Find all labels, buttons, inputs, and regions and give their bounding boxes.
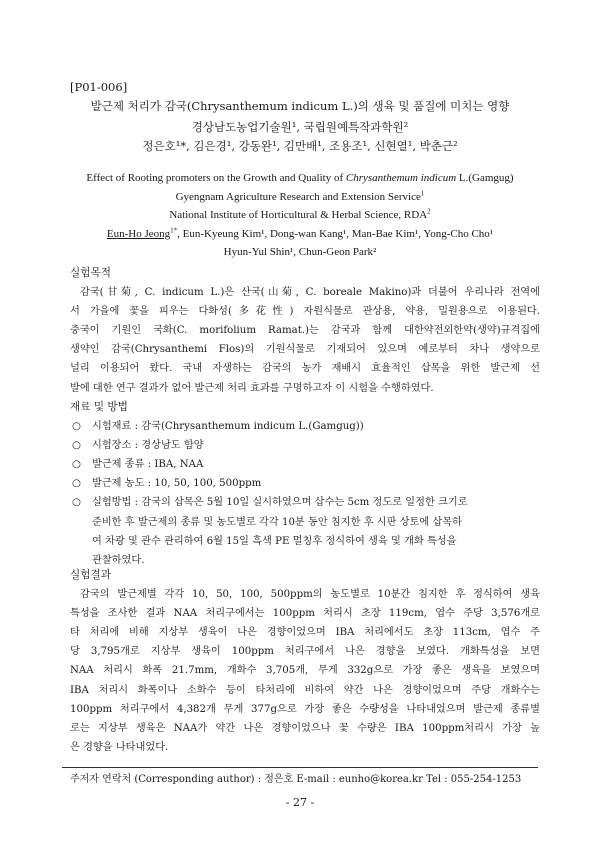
bullet-icon: ○ [72,440,81,452]
methods-item-text: 시험재료 : 감국(Chrysanthemum indicum L.(Gamgug)) [92,421,364,433]
results-line: NAA 처리시 화폭 21.7mm, 개화수 3,705개, 무게 332g으로 가장 좋은 생육을 보였으며 [70,665,540,677]
affiliation-2-text: National Institute of Horticultural & Herbal Science, RDA [169,209,428,222]
methods-item-procedure [70,493,540,569]
results-line: IBA 처리시 화폭이나 소화수 등이 타처리에 비하여 약간 나은 경향이었으며 주당 개화수는 [70,684,540,696]
objective-line: 널리 이용되어 왔다. 국내 자생하는 감국의 농가 재배시 효율적인 삽목을 위한 발근제 선 [70,363,540,375]
procedure-line: 실험방법 : 감국의 삽목은 5월 10일 실시하였으며 삽수는 5cm 정도로 일정한 크기로 [92,497,468,509]
english-authors-line-1 [60,225,540,244]
korean-title: 발근제 처리가 감국(Chrysanthemum indicum L.)의 생육 및 품질에 미치는 영향 [90,99,510,113]
bullet-icon: ○ [72,497,81,509]
affiliation-1-text: Gyengnam Agriculture Research and Extension Service [175,190,421,203]
korean-authors: 정은호¹*, 김은경¹, 강동완¹, 김만배¹, 조용조¹, 신현열¹, 박춘근² [142,139,458,153]
results-line: 100ppm 처리구에서 4,382개 무게 377g으로 가장 좋은 수량성을 나타내었으며 발근제 종류별 [70,703,540,715]
english-title-suffix: L.(Gamgug) [456,172,514,184]
english-title [60,169,540,188]
page-number: - 27 - [285,796,315,809]
authors-line-1-rest: , Eun-Kyeung Kim¹, Dong-wan Kang¹, Man-Bae Kim¹, Yong-Cho Cho¹ [177,227,494,240]
methods-item-text: 발근제 종류 : IBA, NAA [92,459,204,471]
methods-item-text: 발근제 농도 : 10, 50, 100, 500ppm [92,478,262,490]
english-affiliation-1 [60,188,540,207]
methods-item [70,455,540,474]
english-affiliation-2 [60,206,540,225]
objective-line: 서 가을에 꽃을 피우는 다화성(多花性) 자원식물로 관상용, 약용, 밀원용으로 이용된다. [70,306,540,318]
methods-item [70,436,540,455]
results-line: 특성을 조사한 결과 NAA 처리구에서는 100ppm 처리시 초장 119cm, 엽수 주당 3,576개로 [70,608,540,620]
objective-paragraph [70,283,540,398]
abstract-code: [P01-006] [70,80,128,94]
korean-affiliations: 경상남도농업기술원¹, 국립원예특작과학원² [191,120,409,134]
footer-divider [62,767,538,768]
objective-heading: 실험목적 [70,267,111,279]
procedure-line: 관찰하였다. [92,554,145,566]
english-title-text: Effect of Rooting promoters on the Growth and Quality of [86,172,346,184]
bullet-icon: ○ [72,459,81,471]
bullet-icon: ○ [72,421,81,433]
affiliation-1-sup: 1 [420,188,425,197]
objective-line: 감국(甘菊, C. indicum L.)은 산국(山菊, C. boreale Makino)과 더불어 우리나라 전역에 [80,287,540,299]
results-line: 은 경향을 나타내었다. [70,741,169,753]
results-line: 감국의 발근제별 각각 10, 50, 100, 500ppm의 농도별로 10분간 침지한 후 정식하여 생육 [80,589,540,601]
corresponding-author-footer: 주저자 연락처 (Corresponding author) : 정은호 E-mail : eunho@korea.kr Tel : 055-254-1253 [70,774,522,785]
objective-section [70,264,540,398]
methods-item-text: 시험장소 : 경상남도 함양 [92,440,204,452]
procedure-line: 여 차광 및 관수 관리하여 6월 15일 흑색 PE 멀칭후 정식하여 생육 및 개화 특성을 [92,535,457,547]
objective-line: 발에 대한 연구 결과가 없어 발근제 처리 효과를 구명하고자 이 시험을 수행하였다. [70,382,434,394]
methods-list [70,417,540,570]
objective-line: 중국이 기원인 국화(C. morifolium Ramat.)는 감국과 함께 대한약전외한약(생약)규격집에 [70,325,540,337]
english-authors-line-2: Hyun-Yul Shin¹, Chun-Geon Park² [223,246,377,259]
corresponding-author-name: Eun-Ho Jeong [106,227,171,240]
methods-item [70,474,540,493]
affiliation-2-sup: 2 [427,207,431,216]
results-line: 로는 지상부 생육은 NAA가 약간 나은 경향이었으나 꽃 수량은 IBA 100ppm처리시 가장 높 [70,722,540,734]
english-header [60,169,540,262]
results-line: 당 3,795개로 지상부 생육이 100ppm 처리구에서 나은 경향을 보였다. 개화특성을 보면 [70,646,540,658]
corresponding-author-sup: 1* [170,226,178,235]
english-title-species: Chrysanthemum indicum [345,172,457,184]
methods-heading: 재료 및 방법 [70,401,128,413]
results-paragraph [70,585,540,757]
procedure-line: 준비한 후 발근제의 종류 및 농도별로 각각 10분 동안 침지한 후 시판 상토에 삽목하 [92,516,462,528]
bullet-icon: ○ [72,478,81,490]
results-line: 타 처리에 비해 지상부 생육이 나은 경향이었으며 IBA 처리에서도 초장 113cm, 엽수 주 [70,627,540,639]
methods-item [70,417,540,436]
methods-section [70,398,540,570]
results-section [70,566,540,757]
results-heading: 실험결과 [70,569,111,581]
objective-line: 생약인 감국(Chrysanthemi Flos)의 기원식물로 기재되어 있으며 예로부터 차나 생약으로 [70,344,540,356]
